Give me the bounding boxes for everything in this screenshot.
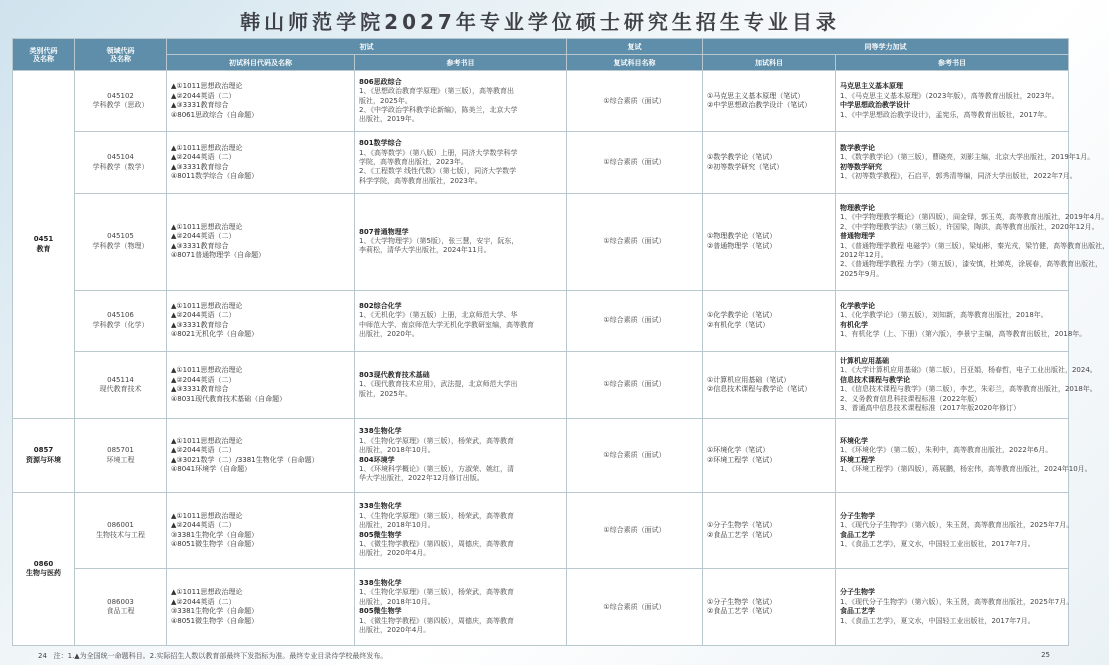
- subject-item: ▲①1011思想政治理论: [171, 436, 243, 445]
- extra-subject-item: ②环境工程学（笔试）: [707, 455, 777, 464]
- field-code: 045102: [107, 91, 134, 100]
- reference-line: 版社，2025年。: [359, 389, 412, 398]
- header-equivalent: 同等学力加试: [703, 39, 1069, 55]
- extra-reference-title: 环境工程学: [840, 455, 875, 464]
- field-cell: [75, 419, 167, 493]
- extra-reference-line: 3、普通高中信息技术课程标准（2017年版2020年修订）: [840, 403, 1021, 412]
- field-cell: [75, 132, 167, 193]
- extra-reference-line: 1、《大学计算机应用基础》（第二版），吕亚娟，杨春哲，电子工业出版社，2024。: [840, 366, 1097, 375]
- field-name: 生物技术与工程: [96, 530, 145, 539]
- subject-item: ▲②2044英语（二）: [171, 375, 236, 384]
- extra-reference-line: 2025年9月。: [840, 269, 884, 278]
- field-name: 学科教学（数学）: [92, 162, 149, 171]
- extra-reference-line: 1、《数学教学论》（第三版），曹晓亮，刘影主编，北京大学出版社，2019年1月。: [840, 153, 1095, 162]
- subject-item: ▲②2044英语（二）: [171, 232, 236, 241]
- category-name: 生物与医药: [26, 568, 61, 577]
- extra-reference-title: 分子生物学: [840, 588, 875, 597]
- extra-subject-item: ②食品工艺学（笔试）: [707, 607, 777, 616]
- extra-reference-title: 数学教学论: [840, 143, 875, 152]
- retest-cell: ①综合素质（面试）: [567, 71, 703, 132]
- field-name: 现代教育技术: [99, 385, 142, 394]
- reference-line: 学院，高等教育出版社，2023年。: [359, 157, 468, 166]
- subject-item: ④8071普通物理学（自命题）: [171, 251, 266, 260]
- reference-line: 出版社，2020年。: [359, 330, 419, 339]
- subject-item: ▲②2044英语（二）: [171, 597, 236, 606]
- field-code: 086001: [107, 521, 134, 530]
- retest-cell: ①综合素质（面试）: [567, 569, 703, 646]
- extra-subjects-cell: [703, 569, 836, 646]
- retest-cell: ①综合素质（面试）: [567, 351, 703, 418]
- subject-item: ④8061思政综合（自命题）: [171, 110, 259, 119]
- extra-reference-line: 1、《现代分子生物学》（第六版），朱玉贤，高等教育出版社，2025年7月。: [840, 521, 1074, 530]
- extra-reference-title: 食品工艺学: [840, 607, 875, 616]
- reference-line: 1、《大学物理学》（第5版），张三慧，安宇，阮东，: [359, 236, 519, 245]
- subject-item: ④8041环境学（自命题）: [171, 465, 252, 474]
- subject-item: ▲②2044英语（二）: [171, 521, 236, 530]
- header-initial-subjects: 初试科目代码及名称: [167, 55, 355, 71]
- field-cell: [75, 71, 167, 132]
- extra-subject-item: ②有机化学（笔试）: [707, 320, 770, 329]
- extra-references-cell: [836, 569, 1074, 646]
- initial-subjects-cell: [167, 132, 355, 193]
- field-name: 学科教学（化学）: [92, 320, 149, 329]
- category-cell: [13, 419, 75, 493]
- subject-item: ▲③3331教育综合: [171, 101, 229, 110]
- references-cell: [355, 569, 567, 646]
- reference-line: 中师范大学、南京师范大学无机化学教研室编，高等教育: [359, 320, 534, 329]
- reference-title: 802综合化学: [359, 301, 402, 310]
- subject-item: ▲②2044英语（二）: [171, 446, 236, 455]
- field-cell: [75, 569, 167, 646]
- reference-line: 李莉松，清华大学出版社，2024年11月。: [359, 246, 491, 255]
- extra-reference-line: 1、《马克思主义基本原理》（2023年版），高等教育出版社，2023年。: [840, 91, 1059, 100]
- extra-reference-title: 物理教学论: [840, 204, 875, 213]
- extra-reference-line: 1、《化学教学论》（第五版），刘知新，高等教育出版社，2018年。: [840, 311, 1048, 320]
- reference-title: 806思政综合: [359, 77, 402, 86]
- field-code: 045105: [107, 232, 134, 241]
- extra-reference-line: 1、有机化学（上、下册）（第六版），李景宁主编，高等教育出版社，2018年。: [840, 330, 1087, 339]
- extra-references-cell: [836, 132, 1095, 193]
- header-category: 类别代码 及名称: [13, 39, 75, 71]
- extra-reference-line: 2、《普通物理学教程 力学》（第五版），漆安慎，杜婵英，涂展春，高等教育出版社，: [840, 260, 1103, 269]
- table-row: [13, 132, 1069, 193]
- header-retest-subjects: 复试科目名称: [567, 55, 703, 71]
- category-name: 资源与环境: [26, 455, 61, 464]
- page-number-right: 25: [1041, 651, 1050, 659]
- reference-line: 1、《环境科学概论》（第三版），方淑荣、姚红，清: [359, 465, 514, 474]
- subject-item: ③3381生物化学（自命题）: [171, 607, 259, 616]
- extra-references-cell: [836, 71, 1069, 132]
- reference-line: 2、《工程数学 线性代数》（第七版），同济大学数学: [359, 167, 517, 176]
- header-retest: 复试: [567, 39, 703, 55]
- reference-title: 338生物化学: [359, 427, 402, 436]
- extra-reference-line: 1、《中学思想政治教学设计》，孟宪乐，高等教育出版社，2017年。: [840, 110, 1052, 119]
- extra-reference-line: 1、《信息技术课程与教学》（第二版），李艺，朱彩兰，高等教育出版社，2018年。: [840, 385, 1097, 394]
- reference-line: 出版社，2020年4月。: [359, 626, 431, 635]
- extra-reference-line: 1、《初等数学教程》，石启平，郭秀清等编，同济大学出版社，2022年7月。: [840, 172, 1077, 181]
- references-cell: [355, 290, 567, 351]
- extra-subjects-cell: [703, 351, 836, 418]
- subject-item: ④8021无机化学（自命题）: [171, 330, 259, 339]
- extra-reference-line: 1、《食品工艺学》，夏文水，中国轻工业出版社，2017年7月。: [840, 616, 1035, 625]
- subject-item: ▲③3331教育综合: [171, 320, 229, 329]
- extra-references-cell: [836, 419, 1092, 493]
- extra-reference-title: 食品工艺学: [840, 530, 875, 539]
- extra-subject-item: ②初等数学研究（笔试）: [707, 162, 784, 171]
- extra-reference-line: 1、《食品工艺学》，夏文水，中国轻工业出版社，2017年7月。: [840, 540, 1035, 549]
- extra-reference-title: 计算机应用基础: [840, 356, 889, 365]
- extra-subjects-cell: [703, 492, 836, 569]
- reference-line: 1、《思想政治教育学原理》（第三版），高等教育出: [359, 87, 514, 96]
- initial-subjects-cell: [167, 419, 355, 493]
- field-name: 学科教学（思政）: [92, 101, 149, 110]
- table-row: [13, 569, 1069, 646]
- extra-subject-item: ②普通物理学（笔试）: [707, 241, 777, 250]
- subject-item: ▲①1011思想政治理论: [171, 222, 243, 231]
- reference-title: 801数学综合: [359, 139, 402, 148]
- reference-line: 1、《生物化学原理》（第三版），杨荣武，高等教育: [359, 588, 514, 597]
- category-cell: [13, 492, 75, 645]
- reference-line: 2、《中学政治学科教学论新编》，陈美兰，北京大学: [359, 105, 518, 114]
- extra-references-cell: [836, 351, 1097, 418]
- reference-title: 805微生物学: [359, 530, 402, 539]
- reference-title: 338生物化学: [359, 579, 402, 587]
- subject-item: ④8051微生物学（自命题）: [171, 616, 259, 625]
- extra-subject-item: ①分子生物学（笔试）: [707, 521, 777, 530]
- subject-item: ④8011数学综合（自命题）: [171, 172, 259, 181]
- references-cell: [355, 132, 567, 193]
- extra-reference-title: 马克思主义基本原理: [840, 82, 903, 91]
- header-extra-subjects: 加试科目: [703, 55, 836, 71]
- initial-subjects-cell: [167, 290, 355, 351]
- reference-line: 出版社，2018年10月。: [359, 521, 435, 530]
- subject-item: ▲②2044英语（二）: [171, 311, 236, 320]
- reference-line: 1、《生物化学原理》（第三版），杨荣武，高等教育: [359, 436, 514, 445]
- reference-title: 805微生物学: [359, 607, 402, 616]
- extra-reference-title: 分子生物学: [840, 511, 875, 520]
- references-cell: [355, 193, 567, 290]
- subject-item: ▲①1011思想政治理论: [171, 82, 243, 91]
- table-row: [13, 193, 1069, 290]
- references-cell: [355, 492, 567, 569]
- subject-item: ▲①1011思想政治理论: [171, 301, 243, 310]
- extra-subjects-cell: [703, 132, 836, 193]
- extra-subjects-cell: [703, 193, 836, 290]
- table-row: [13, 492, 1069, 569]
- retest-cell: ①综合素质（面试）: [567, 132, 703, 193]
- subject-item: ▲③3021数学（二）/3381生物化学（自命题）: [171, 455, 319, 464]
- reference-title: 803现代教育技术基础: [359, 371, 430, 380]
- extra-reference-line: 1、《中学物理教学概论》（第四版），阎金铎，郭玉英，高等教育出版社，2019年4月。: [840, 213, 1109, 222]
- extra-references-cell: [836, 492, 1074, 569]
- subject-item: ▲③3331教育综合: [171, 162, 229, 171]
- reference-line: 版社，2025年。: [359, 96, 412, 105]
- page-title: 韩山师范学院2027年专业学位硕士研究生招生专业目录: [240, 10, 840, 34]
- header-extra-references: 参考书目: [836, 55, 1069, 71]
- extra-subject-item: ②食品工艺学（笔试）: [707, 530, 777, 539]
- retest-cell: ①综合素质（面试）: [567, 419, 703, 493]
- extra-reference-line: 1、《环境化学》（第二版），朱利中，高等教育出版社，2022年6月。: [840, 446, 1053, 455]
- reference-line: 科学学院，高等教育出版社，2023年。: [359, 176, 482, 185]
- reference-title: 807普通物理学: [359, 227, 409, 236]
- extra-subject-item: ①数学教学论（笔试）: [707, 153, 777, 162]
- reference-line: 1、《无机化学》（第五版）上册，北京师范大学、华: [359, 311, 518, 320]
- extra-reference-title: 有机化学: [840, 320, 868, 329]
- category-name: 教育: [36, 244, 51, 253]
- initial-subjects-cell: [167, 193, 355, 290]
- extra-reference-line: 1、《普通物理学教程 电磁学》（第三版），梁灿彬，秦光戎，梁竹健，高等教育出版社，: [840, 241, 1109, 250]
- field-name: 食品工程: [106, 607, 135, 616]
- header-references: 参考书目: [355, 55, 567, 71]
- extra-reference-title: 中学思想政治教学设计: [840, 101, 910, 110]
- retest-cell: ①综合素质（面试）: [567, 290, 703, 351]
- field-cell: [75, 290, 167, 351]
- subject-item: ▲①1011思想政治理论: [171, 588, 243, 597]
- table-row: [13, 71, 1069, 132]
- category-code: 0857: [33, 446, 54, 455]
- reference-line: 1、《微生物学教程》（第四版），周德庆，高等教育: [359, 616, 514, 625]
- table-row: [13, 290, 1069, 351]
- reference-line: 1、《高等数学》（第八版）上册，同济大学数学科学: [359, 148, 518, 157]
- initial-subjects-cell: [167, 569, 355, 646]
- field-code: 086003: [107, 597, 134, 606]
- extra-subject-item: ①环境化学（笔试）: [707, 446, 770, 455]
- field-cell: [75, 193, 167, 290]
- subject-item: ④8031现代教育技术基础（自命题）: [171, 394, 287, 403]
- field-code: 045114: [107, 375, 134, 384]
- subject-item: ④8051微生物学（自命题）: [171, 540, 259, 549]
- references-cell: [355, 71, 567, 132]
- page-number-left: 24: [38, 652, 47, 660]
- reference-line: 出版社，2018年10月。: [359, 446, 435, 455]
- retest-cell: ①综合素质（面试）: [567, 193, 703, 290]
- reference-title: 338生物化学: [359, 502, 402, 511]
- reference-line: 华大学出版社，2022年12月修订出版。: [359, 474, 484, 483]
- extra-subject-item: ②中学思想政治教学设计（笔试）: [707, 101, 812, 110]
- extra-subject-item: ①马克思主义基本原理（笔试）: [707, 91, 805, 100]
- subject-item: ▲①1011思想政治理论: [171, 143, 243, 152]
- footnote: [38, 651, 387, 661]
- reference-line: 1、《生物化学原理》（第三版），杨荣武，高等教育: [359, 511, 514, 520]
- field-cell: [75, 492, 167, 569]
- initial-subjects-cell: [167, 492, 355, 569]
- extra-subjects-cell: [703, 71, 836, 132]
- catalog-table: [12, 38, 1109, 646]
- reference-line: 1、《现代教育技术应用》，武法提，北京师范大学出: [359, 380, 518, 389]
- extra-reference-title: 初等数学研究: [840, 162, 882, 171]
- field-name: 环境工程: [106, 455, 135, 464]
- extra-reference-title: 普通物理学: [840, 232, 875, 241]
- subject-item: ③3381生物化学（自命题）: [171, 530, 259, 539]
- header-field: 领域代码 及名称: [75, 39, 167, 71]
- field-code: 045104: [107, 153, 134, 162]
- extra-reference-title: 信息技术课程与教学论: [840, 375, 910, 384]
- subject-item: ▲①1011思想政治理论: [171, 366, 243, 375]
- category-code: 0860: [33, 559, 54, 568]
- field-cell: [75, 351, 167, 418]
- reference-line: 出版社，2020年4月。: [359, 549, 431, 558]
- extra-references-cell: [836, 290, 1087, 351]
- extra-reference-title: 化学教学论: [840, 301, 875, 310]
- extra-subject-item: ①分子生物学（笔试）: [707, 597, 777, 606]
- reference-title: 804环境学: [359, 455, 395, 464]
- table-row: [13, 419, 1069, 493]
- subject-item: ▲③3331教育综合: [171, 385, 229, 394]
- subject-item: ▲②2044英语（二）: [171, 153, 236, 162]
- retest-cell: ①综合素质（面试）: [567, 492, 703, 569]
- subject-item: ▲③3331教育综合: [171, 241, 229, 250]
- extra-reference-line: 2、《中学物理教学法》（第三版），许国梁，陶洪，高等教育出版社，2020年12月。: [840, 222, 1099, 231]
- extra-reference-line: 1、《现代分子生物学》（第六版），朱玉贤，高等教育出版社，2025年7月。: [840, 597, 1074, 606]
- extra-subject-item: ②信息技术课程与教学论（笔试）: [707, 385, 812, 394]
- extra-subject-item: ①计算机应用基础（笔试）: [707, 375, 791, 384]
- reference-line: 出版社，2019年。: [359, 115, 419, 124]
- subject-item: ▲②2044英语（二）: [171, 91, 236, 100]
- initial-subjects-cell: [167, 71, 355, 132]
- footnote-text: 注：1.▲为全国统一命题科目。2.实际招生人数以教育部最终下发指标为准。最终专业目录待学校最终发布。: [53, 652, 388, 660]
- category-cell: [13, 71, 75, 419]
- initial-subjects-cell: [167, 351, 355, 418]
- reference-line: 出版社，2018年10月。: [359, 597, 435, 606]
- references-cell: [355, 351, 567, 418]
- extra-subject-item: ①化学教学论（笔试）: [707, 311, 777, 320]
- category-code: 0451: [33, 235, 54, 244]
- reference-line: 1、《微生物学教程》（第四版），周德庆，高等教育: [359, 540, 514, 549]
- extra-subject-item: ①物理教学论（笔试）: [707, 232, 777, 241]
- field-code: 085701: [107, 446, 134, 455]
- extra-reference-title: 环境化学: [840, 436, 868, 445]
- extra-reference-line: 2、义务教育信息科技课程标准（2022年版）: [840, 394, 982, 403]
- table-row: [13, 351, 1069, 418]
- extra-subjects-cell: [703, 419, 836, 493]
- field-name: 学科教学（物理）: [92, 241, 149, 250]
- references-cell: [355, 419, 567, 493]
- extra-references-cell: [836, 193, 1109, 290]
- extra-reference-line: 1、《环境工程学》（第四版），蒋展鹏，杨宏伟，高等教育出版社，2024年10月。: [840, 465, 1092, 474]
- extra-subjects-cell: [703, 290, 836, 351]
- header-initial: 初试: [167, 39, 567, 55]
- subject-item: ▲①1011思想政治理论: [171, 511, 243, 520]
- field-code: 045106: [107, 311, 134, 320]
- extra-reference-line: 2012年12月。: [840, 251, 888, 260]
